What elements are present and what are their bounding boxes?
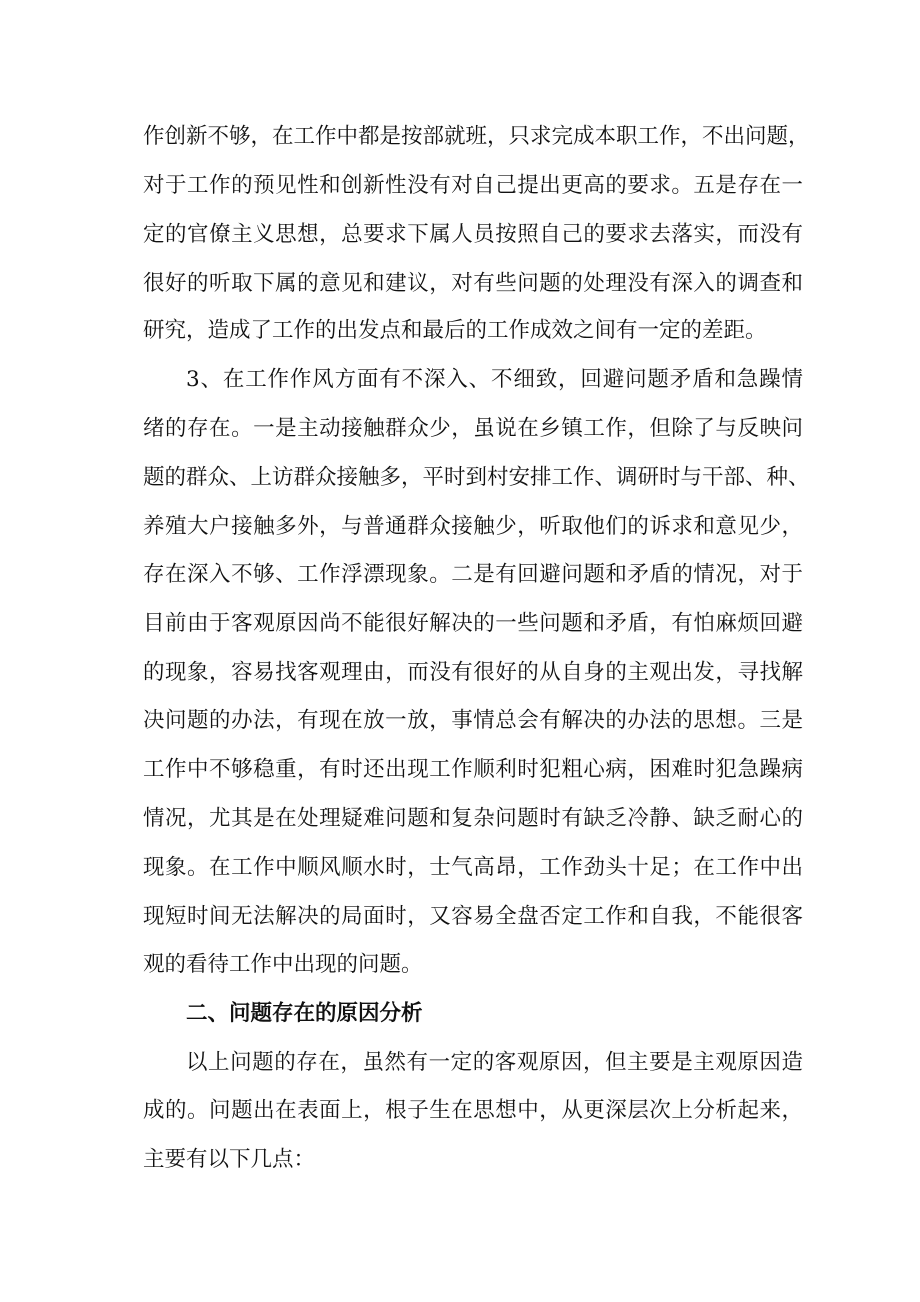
paragraph-2-line-3: 题的群众、上访群众接触多，平时到村安排工作、调研时与干部、种、 [143, 465, 810, 490]
paragraph-1-line-1: 作创新不够，在工作中都是按部就班，只求完成本职工作，不出问题， [143, 124, 810, 149]
paragraph-2-line-8: 决问题的办法，有现在放一放，事情总会有解决的办法的思想。三是 [143, 708, 803, 733]
paragraph-2-line-5: 存在深入不够、工作浮漂现象。二是有回避问题和矛盾的情况，对于 [143, 562, 803, 587]
section-heading: 二、问题存在的原因分析 [186, 1001, 423, 1026]
paragraph-2-line-11: 现象。在工作中顺风顺水时，士气高昂，工作劲头十足；在工作中出 [143, 855, 803, 880]
paragraph-1-line-4: 很好的听取下属的意见和建议，对有些问题的处理没有深入的调查和 [143, 271, 803, 296]
paragraph-1-line-5: 研究，造成了工作的出发点和最后的工作成效之间有一定的差距。 [143, 318, 767, 343]
paragraph-1-line-3: 定的官僚主义思想，总要求下属人员按照自己的要求去落实，而没有 [143, 222, 803, 247]
paragraph-3-line-3: 主要有以下几点： [143, 1147, 316, 1172]
paragraph-2-line-2: 绪的存在。一是主动接触群众少，虽说在乡镇工作，但除了与反映问 [143, 416, 803, 441]
paragraph-3-line-1: 以上问题的存在，虽然有一定的客观原因，但主要是主观原因造 [186, 1050, 803, 1075]
paragraph-2-line-13: 观的看待工作中出现的问题。 [143, 952, 423, 977]
paragraph-2-line-4: 养殖大户接触多外，与普通群众接触少，听取他们的诉求和意见少， [143, 514, 803, 539]
paragraph-2-line-1: 3、在工作作风方面有不深入、不细致，回避问题矛盾和急躁情 [186, 367, 803, 392]
paragraph-2-line-6: 目前由于客观原因尚不能很好解决的一些问题和矛盾，有怕麻烦回避 [143, 611, 803, 636]
paragraph-2-line-12: 现短时间无法解决的局面时，又容易全盘否定工作和自我，不能很客 [143, 904, 803, 929]
paragraph-2-line-9: 工作中不够稳重，有时还出现工作顺利时犯粗心病，困难时犯急躁病 [143, 757, 803, 782]
paragraph-2-line-10: 情况，尤其是在处理疑难问题和复杂问题时有缺乏冷静、缺乏耐心的 [143, 806, 803, 831]
paragraph-3-line-2: 成的。问题出在表面上，根子生在思想中，从更深层次上分析起来， [143, 1098, 803, 1123]
paragraph-2-line-7: 的现象，容易找客观理由，而没有很好的从自身的主观出发，寻找解 [143, 660, 803, 685]
paragraph-1-line-2: 对于工作的预见性和创新性没有对自己提出更高的要求。五是存在一 [143, 173, 803, 198]
